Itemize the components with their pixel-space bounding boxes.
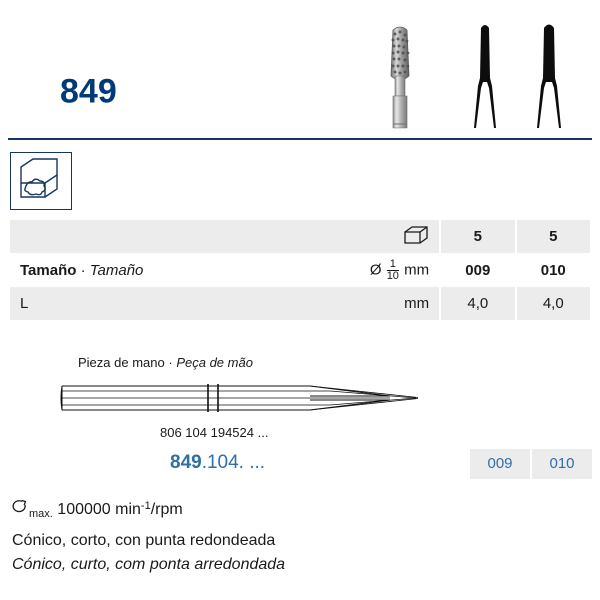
description-pt: Cónico, curto, com ponta arredondada	[12, 556, 286, 573]
fraction-numerator: 1	[389, 257, 396, 270]
size-label-pt: Tamaño	[89, 261, 144, 279]
size-unit-fraction	[387, 259, 399, 282]
diameter-symbol: Ø	[369, 260, 382, 278]
max-speed-sub: max.	[29, 508, 53, 520]
packaging-value-2: 5	[516, 220, 590, 253]
reference-number-rest: .104. ...	[201, 452, 266, 473]
handpiece-shank-diagram	[60, 372, 420, 424]
length-value-2: 4,0	[516, 287, 590, 320]
length-unit-cell: mm	[284, 287, 440, 320]
tooth-preparation-icon	[11, 153, 71, 207]
fraction-denominator: 10	[386, 269, 399, 282]
handpiece-code: 806 104 194524 ...	[160, 425, 269, 440]
table-row-length	[10, 287, 590, 320]
table-row-packaging	[10, 220, 590, 253]
max-speed-exponent: -1	[140, 500, 151, 512]
page-header	[0, 0, 600, 138]
rotation-icon	[12, 500, 28, 523]
reference-value-1: 009	[470, 449, 530, 479]
box-icon	[403, 226, 429, 248]
reference-number	[170, 452, 265, 474]
size-unit-label: mm	[404, 260, 430, 278]
reference-number-bold: 849	[170, 452, 202, 473]
packaging-value-1: 5	[440, 220, 515, 253]
size-unit-cell	[284, 253, 440, 287]
max-speed-line	[12, 495, 582, 525]
page-title: 849	[60, 72, 117, 111]
handpiece-caption-pt: Peça de mão	[176, 355, 253, 370]
header-divider	[8, 138, 592, 140]
table-row-size	[10, 253, 590, 287]
bur-tapered-round-end-diamond-icon	[382, 20, 418, 132]
handpiece-caption	[78, 355, 253, 370]
bur-silhouette-icon-2	[534, 20, 564, 132]
size-label-cell	[10, 253, 284, 287]
handpiece-caption-es: Pieza de mano	[78, 355, 165, 370]
packaging-label-cell	[10, 220, 284, 253]
packaging-icon-cell	[284, 220, 440, 253]
description-es: Cónico, corto, con punta redondeada	[12, 532, 276, 549]
length-label-cell: L	[10, 287, 284, 320]
handpiece-caption-separator: ·	[168, 355, 173, 370]
application-icon-box	[10, 152, 72, 210]
reference-value-2: 010	[532, 449, 592, 479]
specification-table	[10, 220, 590, 320]
bur-silhouette-icon-1	[470, 20, 500, 132]
size-value-1: 009	[440, 253, 515, 287]
max-speed-unit: /rpm	[150, 501, 183, 518]
size-label-separator: ·	[80, 261, 86, 279]
max-speed-value: 100000 min	[57, 501, 141, 518]
size-value-2: 010	[516, 253, 590, 287]
reference-row	[10, 449, 590, 479]
length-value-1: 4,0	[440, 287, 515, 320]
footer-text	[12, 495, 582, 577]
size-label-es: Tamaño	[20, 261, 77, 279]
